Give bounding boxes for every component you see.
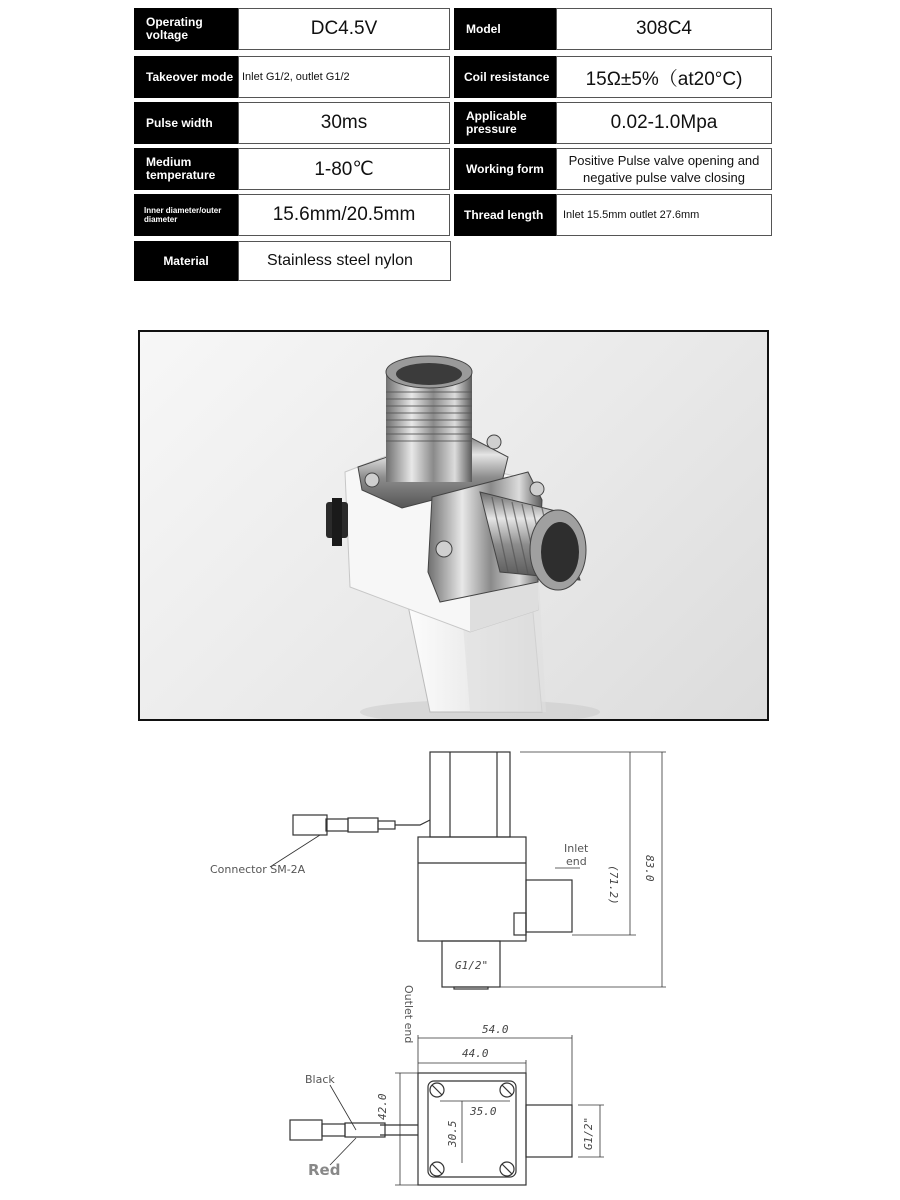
thread-label-outlet: G1/2": [455, 959, 489, 972]
dim-54: 54.0: [482, 1023, 509, 1036]
valve-body: [418, 837, 526, 941]
dim-35: 35.0: [470, 1105, 497, 1118]
spec-value-material: Stainless steel nylon: [238, 241, 451, 281]
dim-44: 44.0: [462, 1047, 489, 1060]
outlet-label: Outlet end: [402, 985, 415, 1044]
inlet-label-line1: Inlet: [564, 842, 589, 855]
dim-71: (71.2): [607, 865, 620, 905]
dim-42: 42.0: [376, 1093, 389, 1120]
valve-illustration: [140, 332, 767, 719]
spec-label-thread-length: Thread length: [454, 194, 556, 236]
coil-housing: [430, 752, 510, 837]
spec-label-inner-outer-diameter: Inner diameter/outer diameter: [134, 194, 238, 236]
connector-sm2a: [293, 815, 327, 835]
spec-label-model: Model: [454, 8, 556, 50]
spec-value-inner-outer-diameter: 15.6mm/20.5mm: [238, 194, 450, 236]
spec-value-applicable-pressure: 0.02-1.0Mpa: [556, 102, 772, 144]
connector-bottom: [290, 1120, 322, 1140]
wire-sleeve: [348, 818, 378, 832]
spec-label-coil-resistance: Coil resistance: [454, 56, 556, 98]
spec-label-working-form: Working form: [454, 148, 556, 190]
spec-label-applicable-pressure: Applicable pressure: [454, 102, 556, 144]
spec-label-operating-voltage: Operating voltage: [134, 8, 238, 50]
spec-label-pulse-width: Pulse width: [134, 102, 238, 144]
spec-label-material: Material: [134, 241, 238, 281]
spec-label-medium-temperature: Medium temperature: [134, 148, 238, 190]
inlet-label-line2: end: [566, 855, 587, 868]
spec-label-takeover-mode: Takeover mode: [134, 56, 238, 98]
wire-red-label: Red: [308, 1161, 341, 1179]
spec-value-model: 308C4: [556, 8, 772, 50]
product-photo: [138, 330, 769, 721]
dim-83: 83.0: [643, 855, 656, 882]
bottom-flange: [418, 1073, 526, 1185]
wire-black-label: Black: [305, 1073, 335, 1086]
spec-value-takeover-mode: Inlet G1/2, outlet G1/2: [238, 56, 450, 98]
thread-label-inlet: G1/2": [582, 1116, 595, 1150]
spec-value-medium-temperature: 1-80℃: [238, 148, 450, 190]
technical-drawing: [0, 735, 900, 1200]
spec-value-working-form: Positive Pulse valve opening and negative pulse valve closing: [556, 148, 772, 190]
spec-value-operating-voltage: DC4.5V: [238, 8, 450, 50]
connector-label: Connector SM-2A: [210, 863, 306, 876]
spec-value-coil-resistance: 15Ω±5%（at20°C): [556, 56, 772, 98]
spec-value-pulse-width: 30ms: [238, 102, 450, 144]
dim-30-5: 30.5: [446, 1120, 459, 1147]
spec-value-thread-length: Inlet 15.5mm outlet 27.6mm: [556, 194, 772, 236]
